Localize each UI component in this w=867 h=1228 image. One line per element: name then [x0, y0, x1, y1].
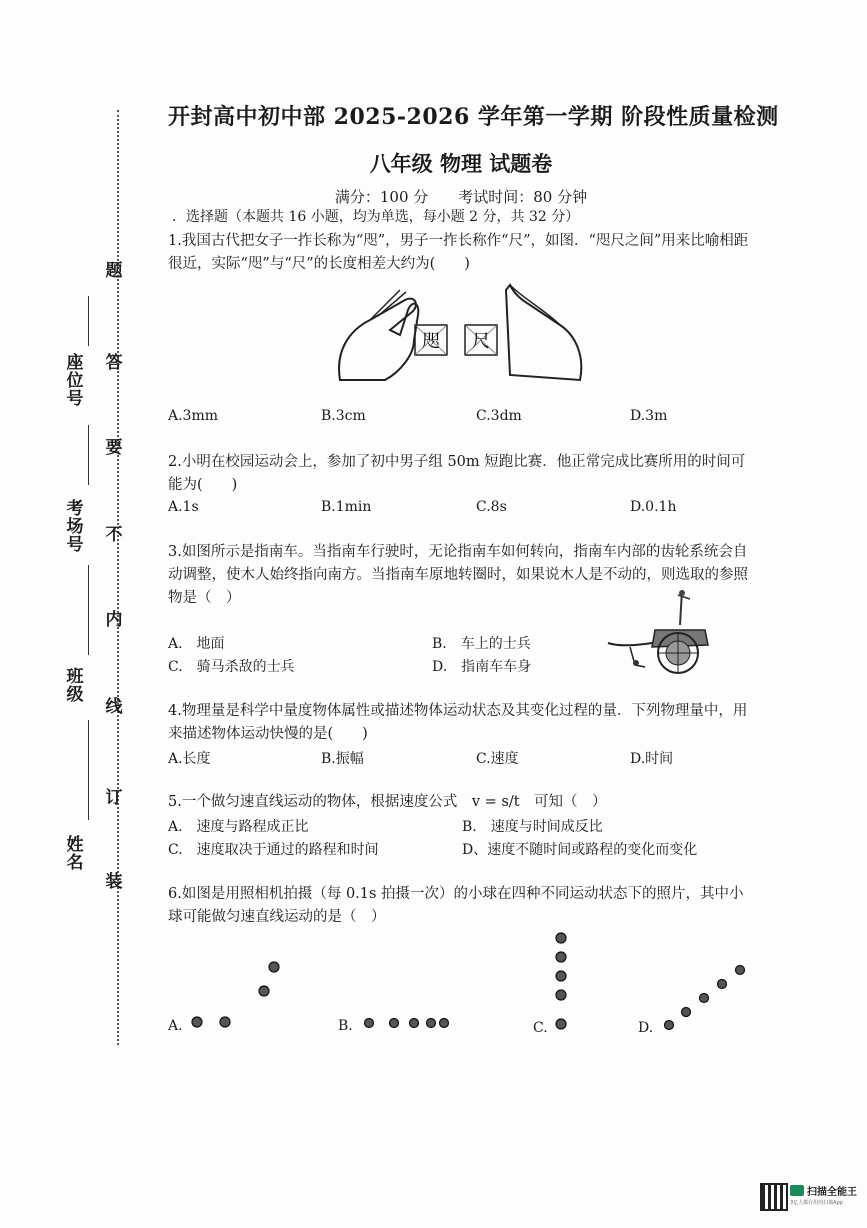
ball-c-1: [556, 933, 566, 943]
q1-option-c: C.3dm: [476, 408, 522, 424]
ball-a-1: [192, 1017, 202, 1027]
ball-a-2: [220, 1017, 230, 1027]
q1-option-b: B.3cm: [321, 408, 366, 424]
q6-option-c: C.: [533, 1020, 548, 1036]
q5-option-d: D、速度不随时间或路程的变化而变化: [462, 842, 698, 858]
q2-option-b: B.1min: [321, 499, 372, 515]
badge-subtext: 3亿人都在用的扫描App: [790, 1200, 843, 1206]
class-label: 班级: [66, 667, 84, 705]
ball-a-4: [269, 962, 279, 972]
q6-option-d: D.: [638, 1020, 654, 1036]
binding-word-xian: 线: [105, 697, 123, 717]
q2-option-c: C.8s: [476, 499, 507, 515]
exam-meta: 满分：100 分 考试时间：80 分钟: [334, 188, 588, 206]
seat-underline: [88, 296, 89, 346]
binding-dotted-line: [117, 110, 119, 1045]
q1-option-a: A.3mm: [168, 408, 219, 424]
question-5-stem: 5.一个做匀速直线运动的物体，根据速度公式 v = s/t 可知（ ）: [168, 794, 607, 810]
south-pointing-chariot-figure: [600, 585, 720, 680]
q3-option-b: B. 车上的士兵: [432, 636, 531, 652]
ball-b-1: [365, 1019, 374, 1028]
q2-option-a: A.1s: [168, 499, 199, 515]
q5-option-c: C. 速度取决于通过的路程和时间: [168, 842, 379, 858]
ball-b-2: [390, 1019, 399, 1028]
question-1-figure: [330, 280, 590, 385]
room-underline: [88, 425, 89, 485]
question-4-stem: 4.物理量是科学中量度物体属性或描述物体运动状态及其变化过程的量．下列物理量中，用来描述物体运动快慢的是( ): [168, 703, 748, 742]
binding-word-yao: 要: [105, 438, 123, 458]
ball-d-1: [665, 1021, 674, 1030]
q4-option-b: B.振幅: [321, 751, 364, 767]
ball-c-4: [556, 990, 566, 1000]
seat-number-label: 座位号: [66, 353, 84, 409]
exam-title: 开封高中初中部 2025-2026 学年第一学期 阶段性质量检测: [168, 104, 779, 130]
exam-room-label: 考场号: [66, 499, 84, 555]
scanner-badge: [760, 1183, 857, 1213]
q4-option-d: D.时间: [630, 751, 674, 767]
camscanner-logo-icon: [790, 1185, 804, 1196]
question-6-stem: 6.如图是用照相机拍摄（每 0.1s 拍摄一次）的小球在四种不同运动状态下的照片，其中小球可能做匀速直线运动的是（ ）: [168, 886, 744, 925]
binding-word-ti: 题: [105, 261, 123, 281]
q3-option-c: C. 骑马杀敌的士兵: [168, 659, 295, 675]
binding-word-nei: 内: [105, 610, 123, 630]
ball-b-4: [427, 1019, 436, 1028]
ball-c-3: [556, 971, 566, 981]
binding-word-ding: 订: [105, 788, 123, 808]
q3-option-a: A. 地面: [168, 636, 225, 652]
exam-subtitle: 八年级 物理 试题卷: [369, 151, 553, 176]
ball-d-5: [736, 966, 745, 975]
question-2-stem: 2.小明在校园运动会上，参加了初中男子组 50m 短跑比赛．他正常完成比赛所用的时间可能为( ): [168, 454, 746, 493]
name-underline: [88, 720, 89, 820]
binding-word-da: 答: [105, 353, 123, 373]
qr-code-icon: [760, 1183, 788, 1211]
figure-char-zhi: 咫: [422, 331, 440, 352]
q4-option-a: A.长度: [168, 751, 211, 767]
q6-option-a: A.: [168, 1018, 183, 1034]
question-3-stem: 3.如图所示是指南车。当指南车行驶时，无论指南车如何转向，指南车内部的齿轮系统会自动调整，使木人始终指向南方。当指南车原地转圈时，如果说木人是不动的，则选取的参照物是（ ）: [168, 544, 748, 606]
class-underline: [88, 565, 89, 655]
ball-a-3: [259, 986, 269, 996]
ball-d-4: [718, 980, 727, 989]
q4-option-c: C.速度: [476, 751, 519, 767]
ball-b-3: [410, 1019, 419, 1028]
q1-option-d: D.3m: [630, 408, 668, 424]
section-heading: ．选择题（本题共 16 小题，均为单选，每小题 2 分，共 32 分）: [172, 209, 580, 225]
q5-option-b: B. 速度与时间成反比: [462, 819, 603, 835]
ball-c-5: [556, 1019, 566, 1029]
q6-option-b: B.: [338, 1018, 353, 1034]
q2-option-d: D.0.1h: [630, 499, 677, 515]
figure-char-chi: 尺: [472, 331, 490, 352]
q3-option-d: D. 指南车车身: [432, 659, 532, 675]
name-label: 姓名: [66, 835, 84, 873]
question-6-ball-figures: [180, 925, 760, 1040]
binding-word-bu: 不: [105, 525, 123, 545]
q5-option-a: A. 速度与路程成正比: [168, 819, 309, 835]
ball-d-3: [700, 994, 709, 1003]
ball-b-5: [440, 1019, 449, 1028]
binding-word-zhuang: 装: [105, 872, 123, 892]
ball-d-2: [682, 1008, 691, 1017]
badge-text: 扫描全能王: [807, 1187, 857, 1198]
question-1-stem: 1.我国古代把女子一拃长称为“咫”，男子一拃长称作“尺”，如图．“咫尺之间”用来比喻相距很近，实际“咫”与“尺”的长度相差大约为( ): [168, 233, 749, 272]
ball-c-2: [556, 952, 566, 962]
